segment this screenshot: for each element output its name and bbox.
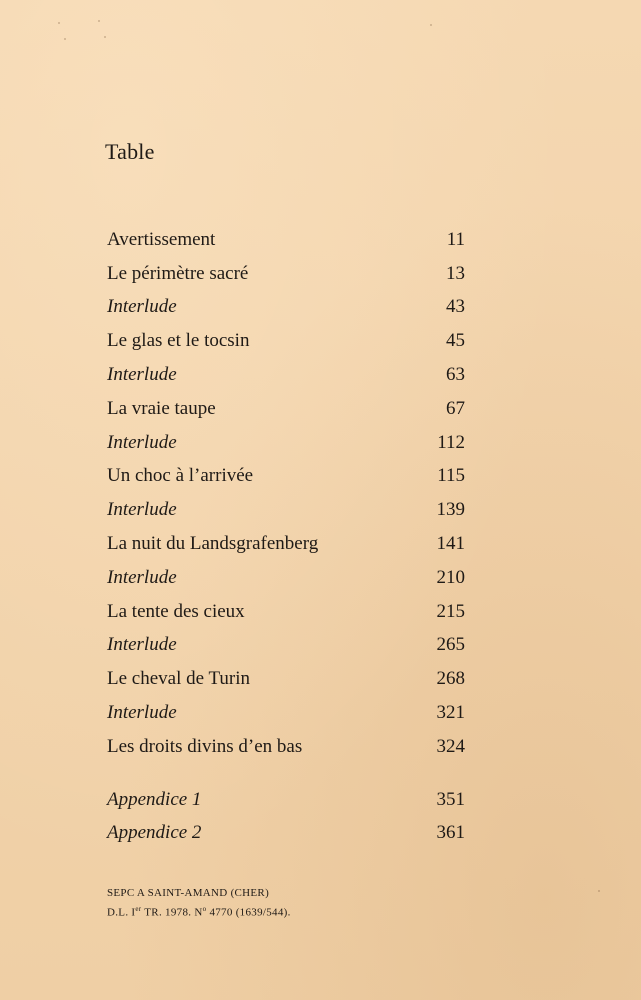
paper-speck — [104, 36, 106, 38]
toc-entry — [107, 730, 465, 764]
toc-entry — [107, 629, 465, 663]
toc-entry-label: La vraie taupe — [107, 397, 216, 419]
paper-speck — [598, 890, 600, 892]
toc-entry-label: Interlude — [107, 499, 177, 521]
toc-entry — [107, 324, 465, 358]
toc-entry — [107, 595, 465, 629]
toc-entry-label: Le cheval de Turin — [107, 668, 251, 690]
toc-entry — [107, 696, 465, 730]
paper-speck — [430, 24, 432, 26]
toc-entry-page-number: 265 — [436, 634, 465, 656]
toc-entry — [107, 223, 465, 257]
toc-entry — [107, 662, 465, 696]
toc-entry-page-number: 141 — [436, 533, 465, 555]
toc-entry-label: Interlude — [107, 296, 177, 318]
appendix-list — [107, 783, 465, 850]
toc-entry-page-number: 324 — [436, 735, 465, 757]
toc-entry-label: Le glas et le tocsin — [107, 330, 250, 352]
toc-entry-label: Interlude — [107, 431, 177, 453]
toc-entry-page-number: 63 — [446, 364, 465, 386]
paper-speck — [58, 22, 60, 24]
paper-speck — [64, 38, 66, 40]
toc-entry-label: Interlude — [107, 566, 177, 588]
toc-entry-page-number: 268 — [436, 668, 465, 690]
toc-entry — [107, 291, 465, 325]
toc-entry-label: Interlude — [107, 702, 177, 724]
toc-entry-page-number: 13 — [446, 262, 465, 284]
toc-entry-label: Avertissement — [107, 228, 216, 250]
toc-entry — [107, 817, 465, 851]
toc-entry-label: Les droits divins d’en bas — [107, 735, 303, 757]
toc-entry — [107, 783, 465, 817]
toc-entry-page-number: 67 — [446, 397, 465, 419]
toc-entry-page-number: 115 — [437, 465, 465, 487]
toc-entry — [107, 460, 465, 494]
paper-speck — [98, 20, 100, 22]
toc-entry — [107, 493, 465, 527]
toc-entry-label: Interlude — [107, 634, 177, 656]
printer-imprint — [107, 885, 291, 921]
toc-entry-page-number: 112 — [437, 431, 465, 453]
toc-entry-label: Appendice 2 — [107, 822, 202, 844]
toc-entry-page-number: 45 — [446, 330, 465, 352]
toc-entry-label: La tente des cieux — [107, 600, 245, 622]
toc-entry-label: Un choc à l’arrivée — [107, 465, 254, 487]
toc-entry — [107, 527, 465, 561]
toc-entry-page-number: 361 — [436, 822, 465, 844]
toc-entry-label: Le périmètre sacré — [107, 262, 249, 284]
toc-entry-page-number: 215 — [436, 600, 465, 622]
imprint-line-2: D.L. Ier TR. 1978. $N^o$ 4770 (1639/544). — [107, 905, 291, 919]
toc-entry-page-number: 321 — [436, 702, 465, 724]
page-title: Table — [105, 139, 155, 164]
toc-entry — [107, 426, 465, 460]
table-of-contents — [107, 223, 465, 764]
toc-entry-page-number: 139 — [436, 499, 465, 521]
toc-entry — [107, 358, 465, 392]
toc-entry-page-number: 11 — [446, 228, 465, 250]
toc-entry — [107, 561, 465, 595]
toc-entry-page-number: 43 — [446, 296, 465, 318]
toc-entry-label: Appendice 1 — [107, 788, 202, 810]
toc-entry-page-number: 351 — [436, 788, 465, 810]
toc-entry-label: Interlude — [107, 364, 177, 386]
toc-entry-page-number: 210 — [436, 566, 465, 588]
imprint-line-1: SEPC A SAINT-AMAND (CHER) — [107, 887, 270, 899]
toc-entry — [107, 392, 465, 426]
toc-entry-label: La nuit du Landsgrafenberg — [107, 533, 319, 555]
toc-entry — [107, 257, 465, 291]
